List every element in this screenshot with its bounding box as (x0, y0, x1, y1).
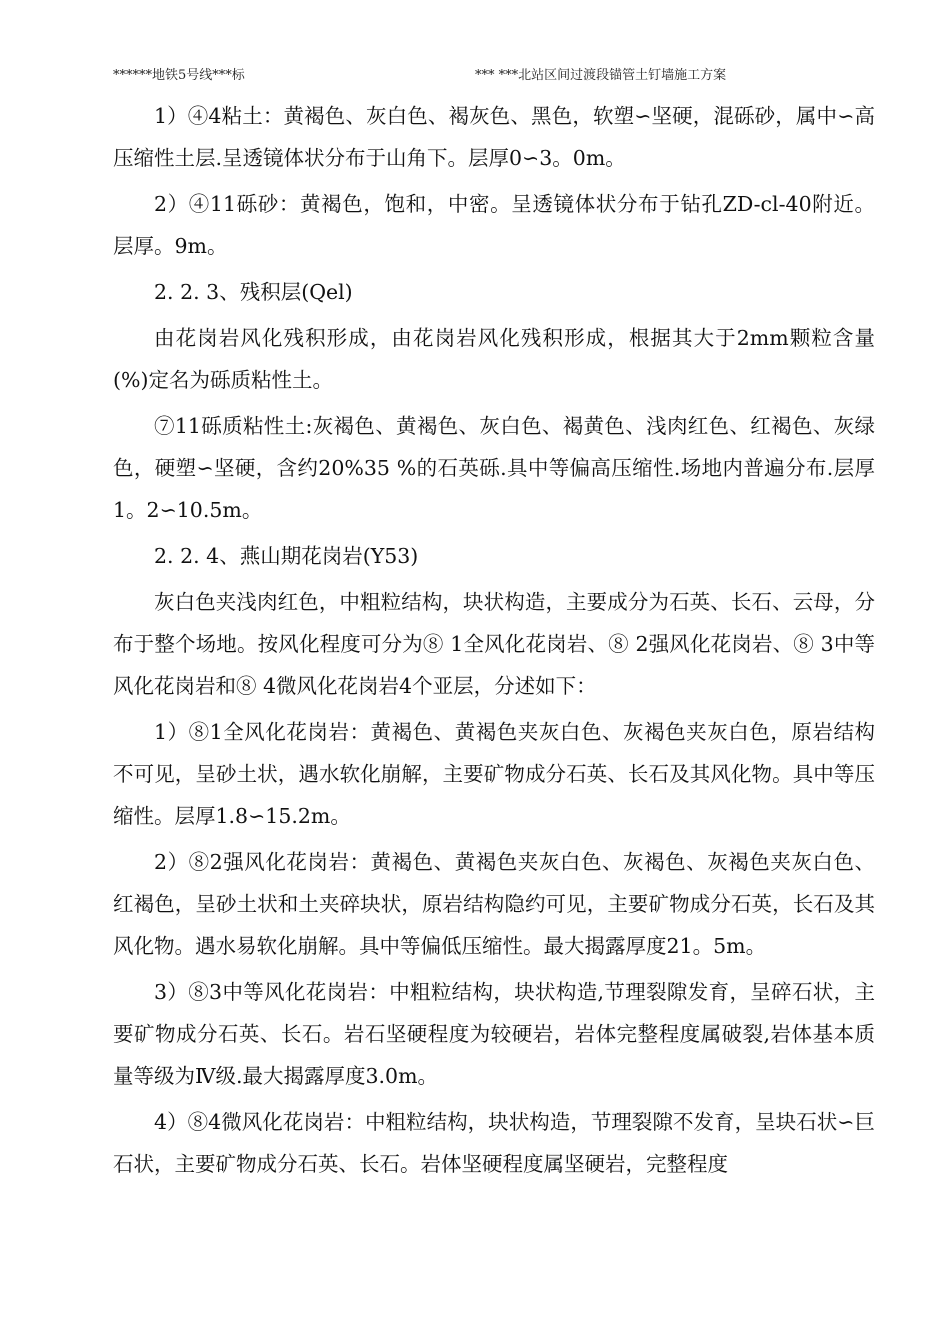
section-heading-residual-layer: 2. 2. 3、残积层(Qel) (154, 280, 353, 304)
paragraph-gravelly-clay: ⑦11砾质粘性土:灰褐色、黄褐色、灰白色、褐黄色、浅肉红色、红褐色、灰绿色，硬塑∽坚硬，含约20%35 %的石英砾.具中等偏高压缩性.场地内普遍分布.层厚1。2∽10.5m。 (113, 414, 875, 522)
paragraph-residual-intro: 由花岗岩风化残积形成，由花岗岩风化残积形成，根据其大于2mm颗粒含量(%)定名为砾质粘性土。 (113, 326, 875, 392)
paragraph-granite-intro: 灰白色夹浅肉红色，中粗粒结构，块状构造，主要成分为石英、长石、云母，分布于整个场地。按风化程度可分为⑧ 1全风化花岗岩、⑧ 2强风化花岗岩、⑧ 3中等风化花岗岩和⑧ 4微风化花岗岩4个亚层，分述如下： (113, 590, 875, 698)
header-document-title: *** ***北站区间过渡段锚管土钉墙施工方案 (475, 68, 727, 83)
header-project-label: ******地铁5号线***标 (113, 68, 245, 83)
paragraph-gravel-sand: 2）④11砾砂：黄褐色，饱和，中密。呈透镜体状分布于钻孔ZD-cl-40附近。层厚。9m。 (113, 192, 875, 258)
paragraph-slightly-weathered: 4）⑧4微风化花岗岩：中粗粒结构，块状构造，节理裂隙不发育，呈块石状∽巨石状，主要矿物成分石英、长石。岩体坚硬程度属坚硬岩，完整程度 (113, 1110, 875, 1176)
paragraph-moderately-weathered: 3）⑧3中等风化花岗岩：中粗粒结构，块状构造,节理裂隙发育，呈碎石状，主要矿物成分石英、长石。岩石坚硬程度为较硬岩，岩体完整程度属破裂,岩体基本质量等级为Ⅳ级.最大揭露厚度3.0m。 (113, 980, 875, 1088)
paragraph-strongly-weathered: 2）⑧2强风化花岗岩：黄褐色、黄褐色夹灰白色、灰褐色、灰褐色夹灰白色、红褐色，呈砂土状和土夹碎块状，原岩结构隐约可见，主要矿物成分石英，长石及其风化物。遇水易软化崩解。具中等偏低压缩性。最大揭露厚度21。5m。 (113, 850, 875, 958)
document-body (113, 95, 875, 1189)
section-heading-granite: 2. 2. 4、燕山期花岗岩(Y53) (154, 544, 419, 568)
paragraph-fully-weathered: 1）⑧1全风化花岗岩：黄褐色、黄褐色夹灰白色、灰褐色夹灰白色，原岩结构不可见，呈砂土状，遇水软化崩解，主要矿物成分石英、长石及其风化物。具中等压缩性。层厚1.8∽15.2m。 (113, 720, 875, 828)
page-header (113, 66, 840, 86)
paragraph-clay: 1）④4粘土：黄褐色、灰白色、褐灰色、黑色，软塑∽坚硬，混砾砂，属中∽高压缩性土层.呈透镜体状分布于山角下。层厚0∽3。0m。 (113, 104, 875, 170)
